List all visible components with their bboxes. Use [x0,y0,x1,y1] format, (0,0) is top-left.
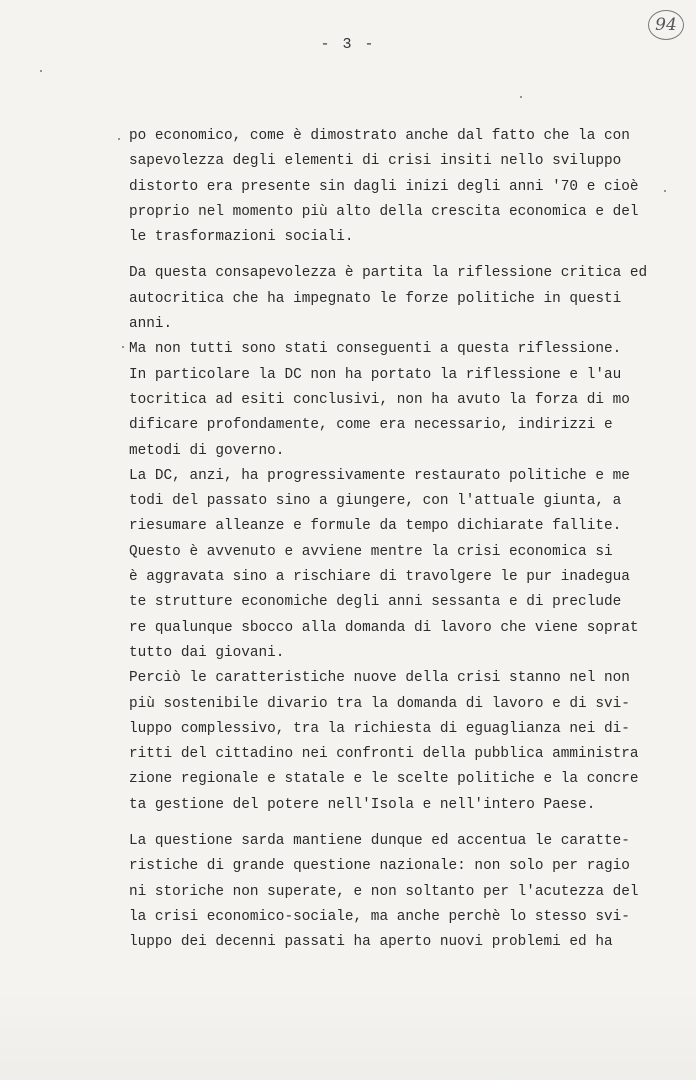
scan-speck [520,96,522,98]
text-line: tutto dai giovani. [129,644,285,661]
text-line: Ma non tutti sono stati conseguenti a questa riflessione. [129,341,622,358]
text-line: metodi di governo. [129,442,285,459]
text-line: te strutture economiche degli anni sessanta e di preclude [129,594,622,611]
text-line: La DC, anzi, ha progressivamente restaurato politiche e me [129,467,630,484]
text-line: le trasformazioni sociali. [129,229,354,246]
text-line: luppo complessivo, tra la richiesta di eguaglianza nei di- [129,720,630,737]
text-line: distorto era presente sin dagli inizi degli anni '70 e cioè [129,178,639,195]
scan-speck [122,346,124,348]
paragraph-2 [129,261,649,337]
text-line: Perciò le caratteristiche nuove della crisi stanno nel non [129,670,630,687]
text-line: riesumare alleanze e formule da tempo dichiarate fallite. [129,518,622,535]
scan-shadow [0,990,696,1080]
text-line: zione regionale e statale e le scelte politiche e la concre [129,771,639,788]
text-line: più sostenibile divario tra la domanda di lavoro e di svi- [129,695,630,712]
paragraph-5 [129,666,649,818]
text-line: Da questa consapevolezza è partita la riflessione critica ed [129,265,648,282]
text-line: la crisi economico-sociale, ma anche perchè lo stesso svi- [129,908,630,925]
text-line: re qualunque sbocco alla domanda di lavoro che viene soprat [129,619,639,636]
text-line: ni storiche non superate, e non soltanto per l'acutezza del [129,883,639,900]
paragraph-1 [129,124,649,250]
text-line: autocritica che ha impegnato le forze politiche in questi [129,290,622,307]
paragraph-6 [129,829,649,955]
page-number: - 3 - [320,36,376,53]
text-line: luppo dei decenni passati ha aperto nuovi problemi ed ha [129,934,613,951]
text-line: proprio nel momento più alto della crescita economica e del [129,203,639,220]
text-line: dificare profondamente, come era necessario, indirizzi e [129,417,613,434]
text-line: todi del passato sino a giungere, con l'attuale giunta, a [129,493,622,510]
text-line: po economico, come è dimostrato anche dal fatto che la con [129,128,630,144]
scan-speck [40,70,42,72]
scan-speck [664,190,666,192]
text-line: anni. [129,316,173,333]
text-line: ristiche di grande questione nazionale: non solo per ragio [129,858,630,875]
scan-speck [118,138,120,140]
paragraph-3 [129,337,649,463]
text-line: In particolare la DC non ha portato la riflessione e l'au [129,366,622,383]
text-line: è aggravata sino a rischiare di travolgere le pur inadegua [129,569,630,586]
text-line: tocritica ad esiti conclusivi, non ha avuto la forza di mo [129,391,630,408]
body-text [129,124,649,956]
paragraph-4 [129,464,649,666]
text-line: sapevolezza degli elementi di crisi insiti nello sviluppo [129,153,622,170]
text-line: ta gestione del potere nell'Isola e nell'intero Paese. [129,796,596,813]
text-line: ritti del cittadino nei confronti della pubblica amministra [129,746,639,763]
text-line: Questo è avvenuto e avviene mentre la crisi economica si [129,543,613,560]
text-line: La questione sarda mantiene dunque ed accentua le caratte- [129,833,630,850]
folio-stamp: 94 [648,10,684,40]
